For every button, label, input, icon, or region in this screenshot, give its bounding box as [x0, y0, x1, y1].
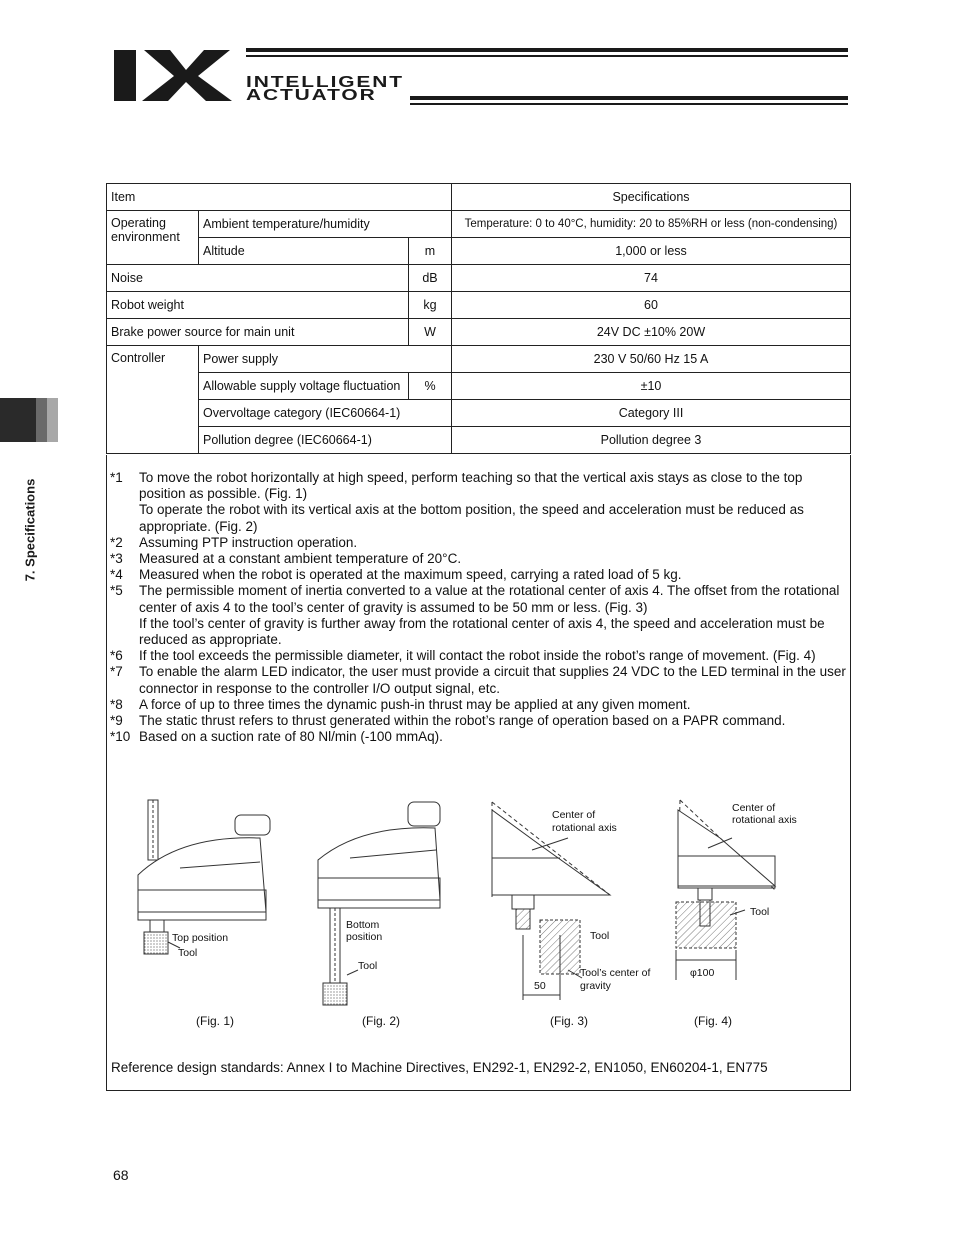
footnote-text	[139, 648, 850, 664]
overvoltage-label: Overvoltage category (IEC60664-1)	[199, 400, 452, 427]
fig3-caption: (Fig. 3)	[550, 1014, 589, 1028]
power-label: Power supply	[199, 346, 452, 373]
fig1-tool-label: Tool	[178, 947, 198, 959]
footnote-line: The static thrust refers to thrust generated within the robot’s range of operation based on a PAPR command.	[139, 713, 786, 729]
footnote-text	[139, 583, 850, 648]
bottom-position-label-1: Bottom	[346, 919, 380, 931]
table-row	[107, 265, 851, 292]
pollution-value: Pollution degree 3	[452, 427, 851, 454]
fig4-center-axis-label-2: rotational axis	[732, 814, 797, 826]
ambient-value: Temperature: 0 to 40°C, humidity: 20 to 85%RH or less (non-condensing)	[452, 211, 851, 238]
footnote-item	[110, 551, 850, 567]
fig2-caption: (Fig. 2)	[362, 1014, 401, 1028]
page-number: 68	[113, 1167, 129, 1183]
controller-label: Controller	[107, 346, 199, 454]
figures-area	[120, 790, 840, 1035]
logo-line-actuator: ACTUATOR	[246, 87, 377, 104]
footnote-text	[139, 729, 850, 745]
footnote-item	[110, 567, 850, 583]
header-item: Item	[107, 184, 452, 211]
footnote-text	[139, 664, 850, 696]
footnote-line: Measured when the robot is operated at the maximum speed, carrying a rated load of 5 kg.	[139, 567, 682, 583]
table-row	[107, 373, 851, 400]
weight-unit: kg	[409, 292, 452, 319]
footnote-line: If the tool’s center of gravity is further away from the rotational center of axis 4, the speed and acceleration must be reduced as appropriate.	[139, 615, 825, 648]
logo-wordmark	[246, 74, 404, 104]
footnote-line: To move the robot horizontally at high speed, perform teaching so that the vertical axis stays as close to the top position as possible. (Fig. 1)	[139, 470, 803, 502]
noise-value: 74	[452, 265, 851, 292]
footnote-line: The permissible moment of inertia converted to a value at the rotational center of axis 4. The offset from the rotational center of axis 4 to the tool’s center of gravity is assumed to be 50 mm or less. (Fig. 3)	[139, 583, 840, 615]
footnote-number: *8	[110, 696, 123, 712]
footnote-line: If the tool exceeds the permissible diameter, it will contact the robot inside the robot’s range of movement. (Fig. 4)	[139, 648, 816, 664]
footnote-number: *3	[110, 551, 123, 567]
footnote-text	[139, 697, 850, 713]
tool-cog-label-2: gravity	[580, 980, 611, 992]
footnote-number: *9	[110, 713, 123, 729]
tool-cog-label-1: Tool’s center of	[580, 967, 651, 979]
fig1-robot-top-position	[138, 800, 270, 954]
fig2-tool-label: Tool	[358, 960, 378, 972]
bottom-position-label-2: position	[346, 931, 383, 943]
section-label: 7. Specifications	[22, 478, 38, 582]
robot-diagrams	[120, 790, 840, 1035]
power-value: 230 V 50/60 Hz 15 A	[452, 346, 851, 373]
intelligent-actuator-logo	[112, 44, 852, 108]
footnote-number: *4	[110, 567, 123, 583]
footnote-line: A force of up to three times the dynamic push-in thrust may be applied at any given moment.	[139, 696, 691, 712]
footnote-text	[139, 567, 850, 583]
noise-label: Noise	[107, 265, 409, 292]
table-header-row	[107, 184, 851, 211]
brake-unit: W	[409, 319, 452, 346]
footnote-number: *5	[110, 583, 123, 599]
footnote-line: Measured at a constant ambient temperature of 20°C.	[139, 551, 462, 567]
top-position-label: Top position	[172, 932, 229, 944]
footnote-item	[110, 729, 850, 745]
voltage-label: Allowable supply voltage fluctuation	[199, 373, 409, 400]
altitude-label: Altitude	[199, 238, 409, 265]
table-row	[107, 319, 851, 346]
footnote-number: *1	[110, 470, 123, 485]
reference-standards: Reference design standards: Annex I to Machine Directives, EN292-1, EN292-2, EN1050, EN60204-1, EN775	[111, 1060, 768, 1075]
footnote-item	[110, 648, 850, 664]
fig2-robot-bottom-position	[318, 802, 440, 1005]
footnote-text	[139, 551, 850, 567]
operating-environment-label: Operating environment	[107, 211, 199, 265]
pollution-label: Pollution degree (IEC60664-1)	[199, 427, 452, 454]
brake-value: 24V DC ±10% 20W	[452, 319, 851, 346]
footnote-line: To operate the robot with its vertical axis at the bottom position, the speed and acceleration must be reduced as appropriate. (Fig. 2)	[139, 502, 804, 534]
footnote-item	[110, 583, 850, 648]
footnote-number: *6	[110, 648, 123, 664]
noise-unit: dB	[409, 265, 452, 292]
dimension-50-label: 50	[534, 980, 546, 992]
altitude-unit: m	[409, 238, 452, 265]
fig4-center-axis-label-1: Center of	[732, 802, 776, 814]
voltage-value: ±10	[452, 373, 851, 400]
table-row	[107, 238, 851, 265]
footnote-line: To enable the alarm LED indicator, the user must provide a circuit that supplies 24 VDC to the LED terminal in the user connector in response to the controller I/O output signal, etc.	[139, 664, 846, 696]
ix-logo-mark	[112, 44, 852, 108]
footnote-item	[110, 470, 850, 535]
altitude-value: 1,000 or less	[452, 238, 851, 265]
footnotes	[110, 470, 850, 745]
brake-label: Brake power source for main unit	[107, 319, 409, 346]
footnote-item	[110, 664, 850, 696]
header-specifications: Specifications	[452, 184, 851, 211]
specifications-table	[106, 183, 851, 454]
footnote-item	[110, 535, 850, 551]
footnote-line: Assuming PTP instruction operation.	[139, 534, 358, 550]
weight-label: Robot weight	[107, 292, 409, 319]
fig4-permissible-diameter	[676, 800, 775, 980]
ambient-label: Ambient temperature/humidity	[199, 211, 452, 238]
fig3-center-axis-label-2: rotational axis	[552, 822, 617, 834]
section-tab-marker	[0, 398, 58, 442]
footnote-text	[139, 535, 850, 551]
footnote-number: *10	[110, 729, 131, 745]
fig4-tool-label: Tool	[750, 906, 770, 918]
weight-value: 60	[452, 292, 851, 319]
table-row	[107, 211, 851, 238]
footnote-number: *7	[110, 664, 123, 680]
footnote-text	[139, 713, 850, 729]
fig4-caption: (Fig. 4)	[694, 1014, 733, 1028]
fig3-center-axis-label-1: Center of	[552, 809, 596, 821]
footnote-item	[110, 697, 850, 713]
voltage-unit: %	[409, 373, 452, 400]
footnote-text	[139, 470, 850, 535]
footnote-line: Based on a suction rate of 80 Nl/min (-100 mmAq).	[139, 729, 443, 745]
dimension-100-label: φ100	[690, 967, 715, 979]
fig3-tool-label: Tool	[590, 930, 610, 942]
footnote-item	[110, 713, 850, 729]
table-row	[107, 346, 851, 373]
logo-line-intelligent: INTELLIGENT	[246, 74, 404, 91]
table-row	[107, 427, 851, 454]
footnote-number: *2	[110, 534, 123, 550]
table-row	[107, 400, 851, 427]
fig1-caption: (Fig. 1)	[196, 1014, 235, 1028]
overvoltage-value: Category III	[452, 400, 851, 427]
table-row	[107, 292, 851, 319]
